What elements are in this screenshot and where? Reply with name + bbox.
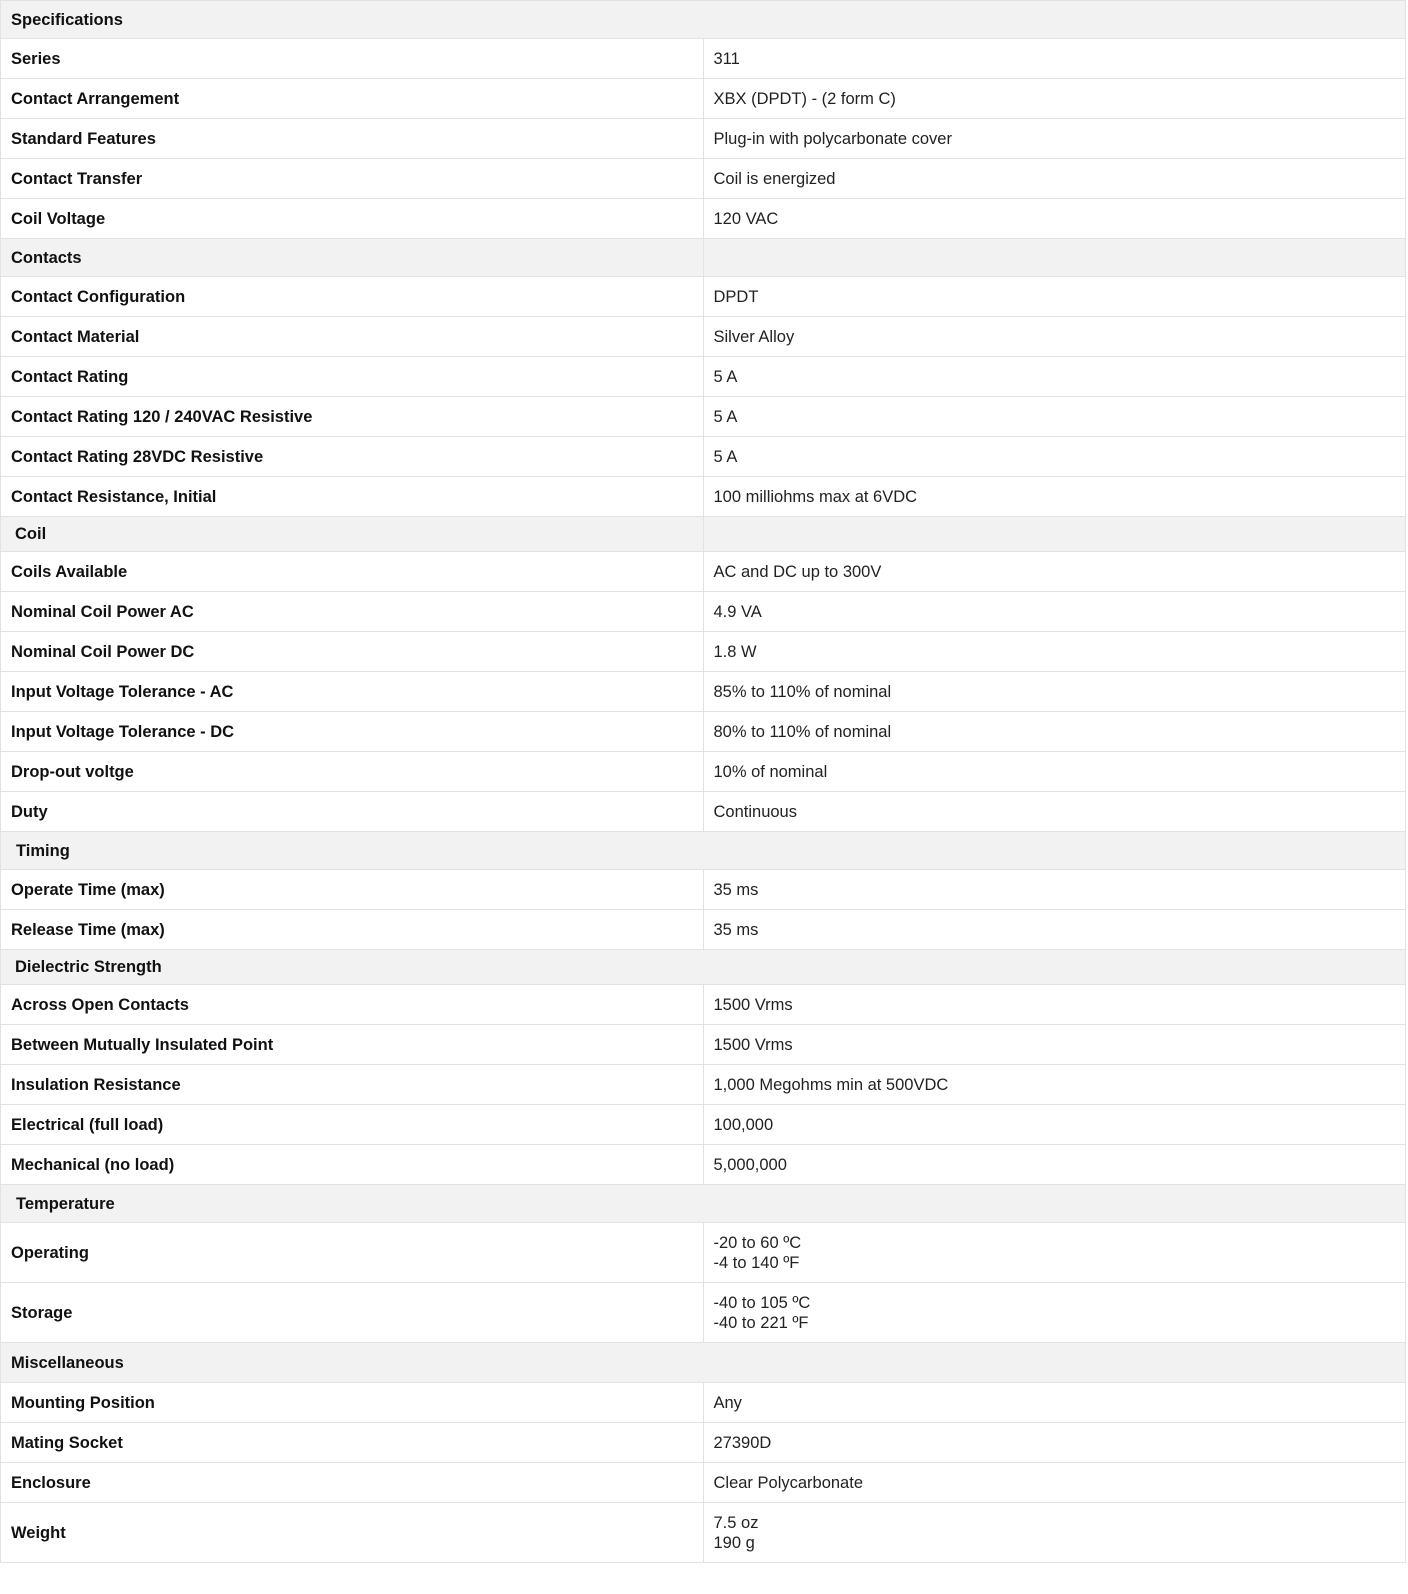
spec-value-line: -40 to 221 ºF <box>713 1313 809 1332</box>
section-header-row <box>1 1185 1406 1223</box>
spec-value-line: -4 to 140 ºF <box>713 1253 800 1272</box>
spec-value-line: 100,000 <box>713 1115 774 1134</box>
spec-value-line: XBX (DPDT) - (2 form C) <box>713 89 896 108</box>
spec-value-line: 1500 Vrms <box>713 995 793 1014</box>
spec-value-line: 7.5 oz <box>713 1513 759 1532</box>
spec-value <box>703 357 1406 397</box>
spec-value-line: 311 <box>713 49 740 68</box>
spec-value <box>703 672 1406 712</box>
section-header-filler <box>703 517 1406 552</box>
spec-row <box>1 79 1406 119</box>
spec-value-line: 10% of nominal <box>713 762 828 781</box>
spec-value <box>703 632 1406 672</box>
spec-label: Electrical (full load) <box>1 1105 704 1145</box>
spec-value-line: 4.9 VA <box>713 602 762 621</box>
spec-row <box>1 712 1406 752</box>
spec-label: Coil Voltage <box>1 199 704 239</box>
spec-value-line: Continuous <box>713 802 797 821</box>
spec-row <box>1 1105 1406 1145</box>
spec-label: Coils Available <box>1 552 704 592</box>
spec-value <box>703 1223 1406 1283</box>
spec-value-line: 5,000,000 <box>713 1155 787 1174</box>
spec-value-line: 80% to 110% of nominal <box>713 722 892 741</box>
spec-value-line: 1.8 W <box>713 642 757 661</box>
spec-value-line: AC and DC up to 300V <box>713 562 882 581</box>
spec-value-line: 35 ms <box>713 920 759 939</box>
spec-value <box>703 1463 1406 1503</box>
spec-value <box>703 1383 1406 1423</box>
spec-value <box>703 1503 1406 1563</box>
spec-value-line: 120 VAC <box>713 209 779 228</box>
spec-row <box>1 632 1406 672</box>
spec-value <box>703 199 1406 239</box>
spec-value-line: Coil is energized <box>713 169 836 188</box>
section-title: Dielectric Strength <box>1 950 1406 985</box>
spec-value-line: -40 to 105 ºC <box>713 1293 811 1312</box>
spec-value <box>703 870 1406 910</box>
spec-row <box>1 870 1406 910</box>
spec-value <box>703 317 1406 357</box>
spec-row <box>1 910 1406 950</box>
section-header-row <box>1 1 1406 39</box>
spec-row <box>1 792 1406 832</box>
spec-label: Between Mutually Insulated Point <box>1 1025 704 1065</box>
spec-value <box>703 397 1406 437</box>
spec-value <box>703 1283 1406 1343</box>
spec-row <box>1 357 1406 397</box>
spec-row <box>1 1463 1406 1503</box>
spec-label: Input Voltage Tolerance - DC <box>1 712 704 752</box>
spec-value <box>703 79 1406 119</box>
spec-label: Contact Resistance, Initial <box>1 477 704 517</box>
spec-value-line: Silver Alloy <box>713 327 795 346</box>
spec-label: Contact Configuration <box>1 277 704 317</box>
spec-value-line: 27390D <box>713 1433 772 1452</box>
spec-value <box>703 477 1406 517</box>
section-title: Temperature <box>1 1185 1406 1223</box>
spec-value-line: Clear Polycarbonate <box>713 1473 863 1492</box>
spec-value-line: 190 g <box>713 1533 755 1552</box>
spec-row <box>1 317 1406 357</box>
spec-value <box>703 552 1406 592</box>
spec-value-line: 100 milliohms max at 6VDC <box>713 487 918 506</box>
spec-row <box>1 592 1406 632</box>
spec-row <box>1 672 1406 712</box>
spec-row <box>1 39 1406 79</box>
spec-row <box>1 1283 1406 1343</box>
spec-value-line: DPDT <box>713 287 759 306</box>
spec-value <box>703 792 1406 832</box>
spec-label: Operate Time (max) <box>1 870 704 910</box>
spec-value <box>703 1025 1406 1065</box>
spec-label: Operating <box>1 1223 704 1283</box>
spec-label: Drop-out voltge <box>1 752 704 792</box>
spec-label: Mechanical (no load) <box>1 1145 704 1185</box>
spec-value-line: -20 to 60 ºC <box>713 1233 802 1252</box>
spec-row <box>1 752 1406 792</box>
spec-label: Insulation Resistance <box>1 1065 704 1105</box>
spec-row <box>1 985 1406 1025</box>
spec-value <box>703 1145 1406 1185</box>
spec-row <box>1 1423 1406 1463</box>
spec-label: Contact Material <box>1 317 704 357</box>
spec-label: Across Open Contacts <box>1 985 704 1025</box>
spec-row <box>1 1503 1406 1563</box>
spec-label: Input Voltage Tolerance - AC <box>1 672 704 712</box>
spec-value-line: 5 A <box>713 447 738 466</box>
spec-row <box>1 1065 1406 1105</box>
spec-row <box>1 1383 1406 1423</box>
spec-label: Storage <box>1 1283 704 1343</box>
section-title: Miscellaneous <box>1 1343 1406 1383</box>
spec-value <box>703 437 1406 477</box>
section-header-filler <box>703 239 1406 277</box>
spec-label: Standard Features <box>1 119 704 159</box>
spec-label: Mating Socket <box>1 1423 704 1463</box>
spec-label: Contact Rating <box>1 357 704 397</box>
spec-value-line: 85% to 110% of nominal <box>713 682 892 701</box>
spec-value <box>703 592 1406 632</box>
spec-table-body <box>1 1 1406 1563</box>
spec-label: Duty <box>1 792 704 832</box>
spec-label: Weight <box>1 1503 704 1563</box>
spec-value <box>703 119 1406 159</box>
spec-value <box>703 159 1406 199</box>
spec-label: Enclosure <box>1 1463 704 1503</box>
section-header-row <box>1 950 1406 985</box>
spec-label: Mounting Position <box>1 1383 704 1423</box>
section-title: Specifications <box>1 1 1406 39</box>
spec-label: Series <box>1 39 704 79</box>
spec-row <box>1 277 1406 317</box>
spec-row <box>1 397 1406 437</box>
section-header-row <box>1 517 1406 552</box>
spec-label: Contact Arrangement <box>1 79 704 119</box>
spec-value <box>703 39 1406 79</box>
spec-label: Contact Rating 120 / 240VAC Resistive <box>1 397 704 437</box>
spec-row <box>1 552 1406 592</box>
section-title: Contacts <box>1 239 704 277</box>
section-title: Coil <box>1 517 704 552</box>
spec-row <box>1 159 1406 199</box>
spec-row <box>1 1223 1406 1283</box>
spec-value <box>703 752 1406 792</box>
spec-row <box>1 437 1406 477</box>
spec-value <box>703 910 1406 950</box>
spec-label: Contact Transfer <box>1 159 704 199</box>
spec-row <box>1 1145 1406 1185</box>
spec-value <box>703 1105 1406 1145</box>
spec-value-line: Any <box>713 1393 742 1412</box>
spec-label: Nominal Coil Power DC <box>1 632 704 672</box>
spec-label: Nominal Coil Power AC <box>1 592 704 632</box>
spec-value <box>703 277 1406 317</box>
spec-value <box>703 1423 1406 1463</box>
spec-value <box>703 985 1406 1025</box>
spec-label: Contact Rating 28VDC Resistive <box>1 437 704 477</box>
section-header-row <box>1 239 1406 277</box>
spec-row <box>1 119 1406 159</box>
section-header-row <box>1 832 1406 870</box>
spec-value-line: Plug-in with polycarbonate cover <box>713 129 952 148</box>
spec-value <box>703 712 1406 752</box>
spec-row <box>1 199 1406 239</box>
spec-value-line: 35 ms <box>713 880 759 899</box>
spec-value <box>703 1065 1406 1105</box>
spec-value-line: 5 A <box>713 367 738 386</box>
spec-value-line: 1500 Vrms <box>713 1035 793 1054</box>
section-header-row <box>1 1343 1406 1383</box>
spec-value-line: 5 A <box>713 407 738 426</box>
spec-label: Release Time (max) <box>1 910 704 950</box>
section-title: Timing <box>1 832 1406 870</box>
spec-row <box>1 477 1406 517</box>
spec-row <box>1 1025 1406 1065</box>
spec-value-line: 1,000 Megohms min at 500VDC <box>713 1075 949 1094</box>
